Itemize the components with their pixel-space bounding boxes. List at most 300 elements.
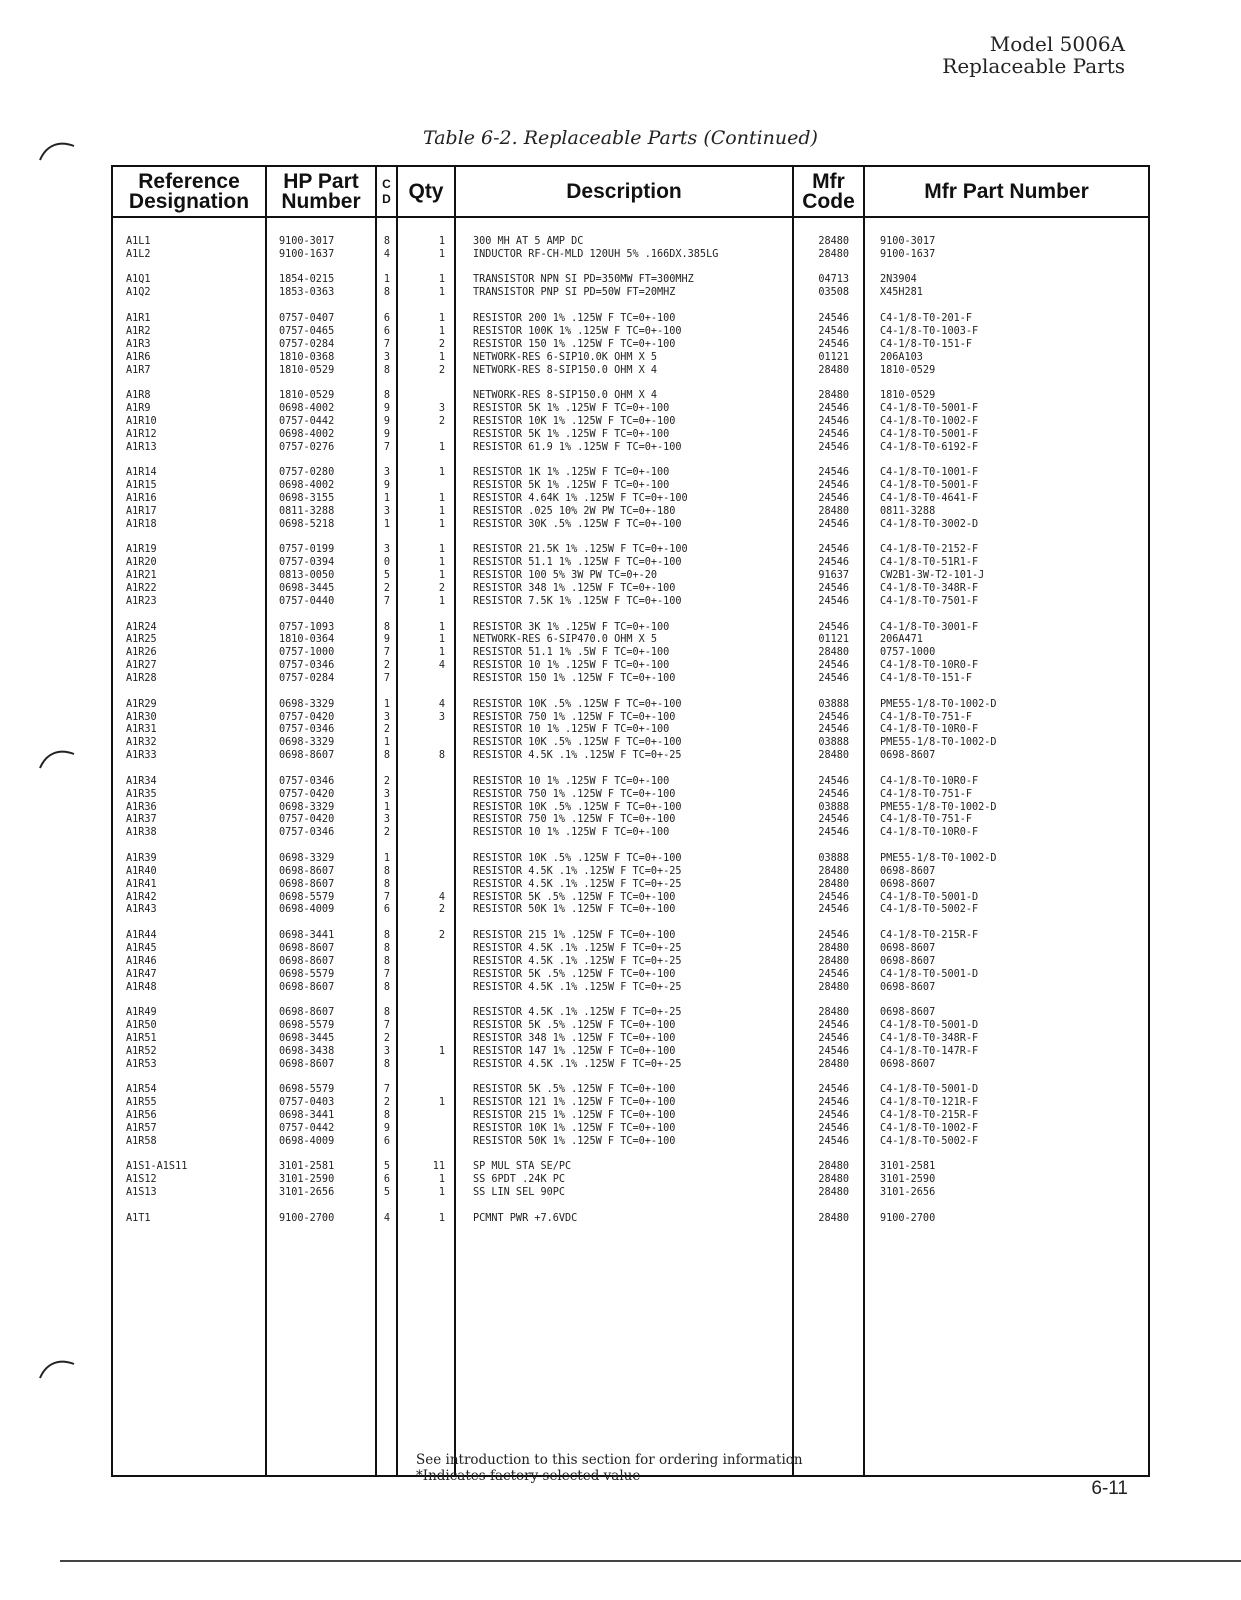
cd-check-digit-cell: 7 <box>383 647 391 659</box>
description-cell: INDUCTOR RF-CH-MLD 120UH 5% .166DX.385LG <box>473 248 719 260</box>
description-cell: RESISTOR 150 1% .125W F TC=0+-100 <box>473 338 676 350</box>
hp-part-number-cell: 0698-4002 <box>279 402 335 414</box>
description-cell: RESISTOR 21.5K 1% .125W F TC=0+-100 <box>473 544 688 556</box>
hp-part-number-cell: 0698-3329 <box>279 737 335 749</box>
reference-designation-cell: A1R55 <box>126 1097 157 1109</box>
cd-check-digit-cell: 3 <box>383 544 391 556</box>
mfr-part-number-cell: C4-1/8-T0-751-F <box>880 788 973 800</box>
reference-designation-cell: A1R42 <box>126 891 157 903</box>
col-header-qty: Qty <box>408 179 444 203</box>
mfr-part-number-cell: C4-1/8-T0-1002-F <box>880 415 979 427</box>
reference-designation-cell: A1R24 <box>126 621 157 633</box>
mfr-code-cell: 28480 <box>818 505 849 517</box>
hp-part-number-cell: 0698-5579 <box>279 891 335 903</box>
cd-check-digit-cell: 7 <box>383 1020 391 1032</box>
reference-designation-cell: A1R49 <box>126 1007 157 1019</box>
reference-designation-cell: A1R57 <box>126 1123 157 1135</box>
reference-designation-cell: A1R28 <box>126 673 157 685</box>
description-cell: RESISTOR 100K 1% .125W F TC=0+-100 <box>473 325 682 337</box>
mfr-part-number-cell: C4-1/8-T0-5002-F <box>880 904 979 916</box>
reference-designation-cell: A1R53 <box>126 1058 157 1070</box>
section-label: Replaceable Parts <box>942 54 1125 78</box>
mfr-code-cell: 24546 <box>818 711 849 723</box>
quantity-cell: 1 <box>438 595 445 607</box>
table-row <box>0 930 1241 943</box>
mfr-part-number-cell: C4-1/8-T0-10R0-F <box>880 660 979 672</box>
reference-designation-cell: A1R31 <box>126 724 157 736</box>
mfr-code-cell: 91637 <box>818 570 849 582</box>
quantity-cell: 1 <box>438 1097 445 1109</box>
hp-part-number-cell: 0757-0280 <box>279 467 335 479</box>
description-cell: RESISTOR 5K 1% .125W F TC=0+-100 <box>473 428 670 440</box>
mfr-code-cell: 24546 <box>818 891 849 903</box>
hp-part-number-cell: 0698-3441 <box>279 1110 335 1122</box>
mfr-code-cell: 24546 <box>818 788 849 800</box>
reference-designation-cell: A1R10 <box>126 415 157 427</box>
hp-part-number-cell: 3101-2590 <box>279 1174 335 1186</box>
mfr-code-cell: 24546 <box>818 583 849 595</box>
mfr-code-cell: 24546 <box>818 480 849 492</box>
table-row <box>0 904 1241 917</box>
mfr-part-number-cell: C4-1/8-T0-4641-F <box>880 493 979 504</box>
table-row <box>0 699 1241 712</box>
table-row <box>0 416 1241 429</box>
cd-check-digit-cell: 3 <box>383 788 391 800</box>
table-row <box>0 956 1241 969</box>
mfr-code-cell: 24546 <box>818 338 849 350</box>
cd-check-digit-cell: 1 <box>383 852 391 864</box>
table-row <box>0 390 1241 403</box>
part-group <box>0 853 1241 917</box>
hp-part-number-cell: 1810-0529 <box>279 364 335 376</box>
quantity-cell: 1 <box>438 441 445 453</box>
description-cell: TRANSISTOR PNP SI PD=50W FT=20MHZ <box>473 287 676 299</box>
table-row <box>0 365 1241 378</box>
description-cell: RESISTOR 10 1% .125W F TC=0+-100 <box>473 660 670 672</box>
quantity-cell: 1 <box>438 325 445 337</box>
cd-check-digit-cell: 2 <box>383 1032 391 1044</box>
part-group <box>0 313 1241 377</box>
table-row <box>0 480 1241 493</box>
part-group <box>0 930 1241 994</box>
mfr-part-number-cell: C4-1/8-T0-1001-F <box>880 467 979 479</box>
cd-check-digit-cell: 8 <box>383 878 391 890</box>
quantity-cell: 1 <box>438 1212 445 1224</box>
hp-part-number-cell: 0698-3329 <box>279 698 335 710</box>
cd-check-digit-cell: 3 <box>383 814 391 826</box>
hp-part-number-cell: 0757-0403 <box>279 1097 335 1109</box>
reference-designation-cell: A1T1 <box>126 1212 151 1224</box>
hp-part-number-cell: 0757-0442 <box>279 1123 335 1135</box>
mfr-part-number-cell: C4-1/8-T0-5002-F <box>880 1135 979 1147</box>
hp-part-number-cell: 0698-5218 <box>279 518 335 530</box>
mfr-part-number-cell: 9100-1637 <box>880 248 936 260</box>
quantity-cell: 2 <box>438 338 445 350</box>
reference-designation-cell: A1R35 <box>126 788 157 800</box>
table-row <box>0 339 1241 352</box>
mfr-code-cell: 24546 <box>818 1097 849 1109</box>
table-row <box>0 274 1241 287</box>
mfr-part-number-cell: 1810-0529 <box>880 364 936 376</box>
hp-part-number-cell: 0757-0440 <box>279 595 335 607</box>
table-row <box>0 287 1241 300</box>
description-cell: RESISTOR 10K .5% .125W F TC=0+-100 <box>473 801 682 813</box>
mfr-code-cell: 28480 <box>818 364 849 376</box>
hp-part-number-cell: 0698-5579 <box>279 1020 335 1032</box>
col-header-hp-part: HP Part Number <box>281 169 361 213</box>
table-row <box>0 249 1241 262</box>
table-row <box>0 313 1241 326</box>
description-cell: RESISTOR 10K .5% .125W F TC=0+-100 <box>473 852 682 864</box>
part-group <box>0 1084 1241 1148</box>
table-row <box>0 442 1241 455</box>
mfr-code-cell: 24546 <box>818 621 849 633</box>
mfr-part-number-cell: C4-1/8-T0-1002-F <box>880 1123 979 1135</box>
cd-check-digit-cell: 3 <box>383 505 391 517</box>
hp-part-number-cell: 1810-0529 <box>279 390 335 402</box>
cd-check-digit-cell: 8 <box>383 390 391 402</box>
reference-designation-cell: A1R7 <box>126 364 151 376</box>
mfr-part-number-cell: C4-1/8-T0-751-F <box>880 814 973 826</box>
cd-check-digit-cell: 8 <box>383 930 391 942</box>
mfr-part-number-cell: C4-1/8-T0-348R-F <box>880 1032 979 1044</box>
quantity-cell: 3 <box>438 402 445 414</box>
reference-designation-cell: A1R20 <box>126 557 157 569</box>
description-cell: RESISTOR 100 5% 3W PW TC=0+-20 <box>473 570 658 582</box>
mfr-part-number-cell: C4-1/8-T0-215R-F <box>880 930 979 942</box>
cd-check-digit-cell: 1 <box>383 274 391 286</box>
description-cell: RESISTOR 4.5K .1% .125W F TC=0+-25 <box>473 878 682 890</box>
hp-part-number-cell: 0757-0407 <box>279 312 335 324</box>
table-row <box>0 943 1241 956</box>
hp-part-number-cell: 0698-4002 <box>279 480 335 492</box>
hp-part-number-cell: 0698-8607 <box>279 1007 335 1019</box>
reference-designation-cell: A1S12 <box>126 1174 157 1186</box>
mfr-code-cell: 24546 <box>818 1110 849 1122</box>
quantity-cell: 4 <box>438 698 445 710</box>
table-row <box>0 236 1241 249</box>
reference-designation-cell: A1R38 <box>126 827 157 839</box>
description-cell: RESISTOR 10 1% .125W F TC=0+-100 <box>473 827 670 839</box>
cd-check-digit-cell: 3 <box>383 351 391 363</box>
reference-designation-cell: A1R45 <box>126 942 157 954</box>
mfr-part-number-cell: PME55-1/8-T0-1002-D <box>880 801 997 813</box>
table-row <box>0 660 1241 673</box>
cd-check-digit-cell: 9 <box>383 428 391 440</box>
description-cell: RESISTOR 30K .5% .125W F TC=0+-100 <box>473 518 682 530</box>
mfr-part-number-cell: PME55-1/8-T0-1002-D <box>880 852 997 864</box>
description-cell: NETWORK-RES 6-SIP10.0K OHM X 5 <box>473 351 658 363</box>
hp-part-number-cell: 1810-0368 <box>279 351 335 363</box>
part-group <box>0 776 1241 840</box>
cd-check-digit-cell: 3 <box>383 711 391 723</box>
mfr-part-number-cell: 3101-2581 <box>880 1161 936 1173</box>
mfr-part-number-cell: C4-1/8-T0-5001-F <box>880 402 979 414</box>
mfr-code-cell: 28480 <box>818 1212 849 1224</box>
cd-check-digit-cell: 0 <box>383 557 391 569</box>
table-row <box>0 1123 1241 1136</box>
mfr-code-cell: 24546 <box>818 814 849 826</box>
mfr-part-number-cell: C4-1/8-T0-2152-F <box>880 544 979 556</box>
description-cell: SP MUL STA SE/PC <box>473 1161 572 1173</box>
description-cell: SS LIN SEL 90PC <box>473 1187 566 1199</box>
description-cell: 300 MH AT 5 AMP DC <box>473 236 584 247</box>
cd-check-digit-cell: 1 <box>383 801 391 813</box>
quantity-cell: 2 <box>438 415 445 427</box>
reference-designation-cell: A1R58 <box>126 1135 157 1147</box>
description-cell: NETWORK-RES 6-SIP470.0 OHM X 5 <box>473 634 658 646</box>
mfr-part-number-cell: 1810-0529 <box>880 390 936 402</box>
col-header-description: Description <box>566 179 682 203</box>
table-row <box>0 1033 1241 1046</box>
mfr-code-cell: 24546 <box>818 827 849 839</box>
mfr-part-number-cell: 206A471 <box>880 634 923 646</box>
description-cell: PCMNT PWR +7.6VDC <box>473 1212 578 1224</box>
description-cell: TRANSISTOR NPN SI PD=350MW FT=300MHZ <box>473 274 694 286</box>
cd-check-digit-cell: 6 <box>383 1174 391 1186</box>
reference-designation-cell: A1R14 <box>126 467 157 479</box>
table-row <box>0 1020 1241 1033</box>
mfr-part-number-cell: 206A103 <box>880 351 923 363</box>
mfr-part-number-cell: 3101-2590 <box>880 1174 936 1186</box>
table-row <box>0 802 1241 815</box>
mfr-part-number-cell: 0757-1000 <box>880 647 936 659</box>
quantity-cell: 1 <box>438 351 445 363</box>
quantity-cell: 1 <box>438 236 445 247</box>
reference-designation-cell: A1R50 <box>126 1020 157 1032</box>
description-cell: RESISTOR 10K 1% .125W F TC=0+-100 <box>473 415 676 427</box>
mfr-code-cell: 24546 <box>818 724 849 736</box>
quantity-cell: 11 <box>432 1161 445 1173</box>
description-cell: RESISTOR 4.5K .1% .125W F TC=0+-25 <box>473 942 682 954</box>
description-cell: RESISTOR 4.5K .1% .125W F TC=0+-25 <box>473 750 682 762</box>
reference-designation-cell: A1R13 <box>126 441 157 453</box>
mfr-code-cell: 28480 <box>818 248 849 260</box>
hp-part-number-cell: 0698-3155 <box>279 493 335 504</box>
mfr-part-number-cell: C4-1/8-T0-348R-F <box>880 583 979 595</box>
mfr-code-cell: 28480 <box>818 647 849 659</box>
mfr-code-cell: 24546 <box>818 775 849 787</box>
binder-hole-mark-bottom <box>38 1350 78 1380</box>
mfr-code-cell: 28480 <box>818 1161 849 1173</box>
table-row <box>0 1161 1241 1174</box>
mfr-part-number-cell: C4-1/8-T0-7501-F <box>880 595 979 607</box>
hp-part-number-cell: 0698-3445 <box>279 1032 335 1044</box>
description-cell: NETWORK-RES 8-SIP150.0 OHM X 4 <box>473 390 658 402</box>
table-row <box>0 596 1241 609</box>
cd-check-digit-cell: 1 <box>383 698 391 710</box>
description-cell: RESISTOR 4.5K .1% .125W F TC=0+-25 <box>473 981 682 993</box>
hp-part-number-cell: 0698-8607 <box>279 981 335 993</box>
model-label: Model 5006A <box>989 32 1125 56</box>
mfr-code-cell: 24546 <box>818 518 849 530</box>
cd-check-digit-cell: 7 <box>383 968 391 980</box>
description-cell: RESISTOR 3K 1% .125W F TC=0+-100 <box>473 621 670 633</box>
cd-check-digit-cell: 5 <box>383 1187 391 1199</box>
hp-part-number-cell: 0757-0199 <box>279 544 335 556</box>
cd-check-digit-cell: 3 <box>383 1045 391 1057</box>
mfr-code-cell: 24546 <box>818 904 849 916</box>
mfr-code-cell: 24546 <box>818 1020 849 1032</box>
hp-part-number-cell: 0757-0284 <box>279 673 335 685</box>
mfr-part-number-cell: X45H281 <box>880 287 923 299</box>
description-cell: NETWORK-RES 8-SIP150.0 OHM X 4 <box>473 364 658 376</box>
mfr-code-cell: 28480 <box>818 750 849 762</box>
hp-part-number-cell: 0698-4002 <box>279 428 335 440</box>
description-cell: RESISTOR 1K 1% .125W F TC=0+-100 <box>473 467 670 479</box>
description-cell: RESISTOR 4.64K 1% .125W F TC=0+-100 <box>473 493 688 504</box>
mfr-part-number-cell: 0698-8607 <box>880 750 936 762</box>
table-row <box>0 1110 1241 1123</box>
hp-part-number-cell: 0698-8607 <box>279 750 335 762</box>
hp-part-number-cell: 0698-3438 <box>279 1045 335 1057</box>
table-row <box>0 1187 1241 1200</box>
mfr-part-number-cell: C4-1/8-T0-5001-D <box>880 1084 979 1096</box>
mfr-part-number-cell: C4-1/8-T0-147R-F <box>880 1045 979 1057</box>
cd-check-digit-cell: 8 <box>383 865 391 877</box>
part-group <box>0 1007 1241 1071</box>
mfr-code-cell: 03888 <box>818 698 849 710</box>
description-cell: RESISTOR 51.1 1% .125W F TC=0+-100 <box>473 557 682 569</box>
cd-check-digit-cell: 7 <box>383 441 391 453</box>
cd-check-digit-cell: 9 <box>383 1123 391 1135</box>
table-row <box>0 776 1241 789</box>
reference-designation-cell: A1R39 <box>126 852 157 864</box>
quantity-cell: 1 <box>438 518 445 530</box>
mfr-part-number-cell: 3101-2656 <box>880 1187 936 1199</box>
mfr-code-cell: 24546 <box>818 312 849 324</box>
cd-check-digit-cell: 1 <box>383 493 391 504</box>
hp-part-number-cell: 0698-8607 <box>279 878 335 890</box>
description-cell: RESISTOR 4.5K .1% .125W F TC=0+-25 <box>473 1007 682 1019</box>
table-row <box>0 583 1241 596</box>
quantity-cell: 3 <box>438 711 445 723</box>
description-cell: RESISTOR 10 1% .125W F TC=0+-100 <box>473 775 670 787</box>
part-group <box>0 622 1241 686</box>
description-cell: RESISTOR 10K 1% .125W F TC=0+-100 <box>473 1123 676 1135</box>
hp-part-number-cell: 0698-8607 <box>279 942 335 954</box>
mfr-code-cell: 28480 <box>818 1187 849 1199</box>
mfr-code-cell: 01121 <box>818 351 849 363</box>
quantity-cell: 1 <box>438 570 445 582</box>
mfr-part-number-cell: C4-1/8-T0-5001-D <box>880 968 979 980</box>
description-cell: RESISTOR 10K .5% .125W F TC=0+-100 <box>473 737 682 749</box>
reference-designation-cell: A1R18 <box>126 518 157 530</box>
hp-part-number-cell: 0757-0420 <box>279 788 335 800</box>
mfr-code-cell: 28480 <box>818 865 849 877</box>
hp-part-number-cell: 0698-3329 <box>279 801 335 813</box>
page-header <box>942 33 1125 77</box>
table-row <box>0 622 1241 635</box>
cd-check-digit-cell: 1 <box>383 737 391 749</box>
description-cell: RESISTOR 121 1% .125W F TC=0+-100 <box>473 1097 676 1109</box>
table-row <box>0 647 1241 660</box>
mfr-part-number-cell: C4-1/8-T0-1003-F <box>880 325 979 337</box>
mfr-code-cell: 24546 <box>818 441 849 453</box>
table-row <box>0 712 1241 725</box>
table-row <box>0 1174 1241 1187</box>
table-row <box>0 853 1241 866</box>
mfr-code-cell: 24546 <box>818 325 849 337</box>
description-cell: SS 6PDT .24K PC <box>473 1174 566 1186</box>
description-cell: RESISTOR 10 1% .125W F TC=0+-100 <box>473 724 670 736</box>
table-row <box>0 493 1241 506</box>
table-row <box>0 403 1241 416</box>
hp-part-number-cell: 0698-4009 <box>279 1135 335 1147</box>
description-cell: RESISTOR 50K 1% .125W F TC=0+-100 <box>473 1135 676 1147</box>
mfr-part-number-cell: C4-1/8-T0-3001-F <box>880 621 979 633</box>
mfr-part-number-cell: 0698-8607 <box>880 955 936 967</box>
table-row <box>0 827 1241 840</box>
hp-part-number-cell: 0698-3441 <box>279 930 335 942</box>
mfr-part-number-cell: 9100-3017 <box>880 236 936 247</box>
reference-designation-cell: A1R25 <box>126 634 157 646</box>
mfr-code-cell: 04713 <box>818 274 849 286</box>
header-divider <box>111 216 1150 218</box>
mfr-part-number-cell: 0698-8607 <box>880 865 936 877</box>
mfr-code-cell: 24546 <box>818 1045 849 1057</box>
reference-designation-cell: A1R27 <box>126 660 157 672</box>
mfr-part-number-cell: C4-1/8-T0-121R-F <box>880 1097 979 1109</box>
table-row <box>0 737 1241 750</box>
reference-designation-cell: A1R6 <box>126 351 151 363</box>
quantity-cell: 1 <box>438 647 445 659</box>
factory-selected-note: *Indicates factory selected value <box>416 1468 641 1484</box>
hp-part-number-cell: 0811-3288 <box>279 505 335 517</box>
cd-check-digit-cell: 9 <box>383 415 391 427</box>
mfr-part-number-cell: 0698-8607 <box>880 942 936 954</box>
cd-check-digit-cell: 8 <box>383 621 391 633</box>
quantity-cell: 1 <box>438 467 445 479</box>
cd-check-digit-cell: 9 <box>383 480 391 492</box>
hp-part-number-cell: 0698-3445 <box>279 583 335 595</box>
hp-part-number-cell: 1854-0215 <box>279 274 335 286</box>
mfr-part-number-cell: 2N3904 <box>880 274 917 286</box>
hp-part-number-cell: 0757-0420 <box>279 814 335 826</box>
mfr-code-cell: 24546 <box>818 428 849 440</box>
quantity-cell: 2 <box>438 364 445 376</box>
mfr-code-cell: 03508 <box>818 287 849 299</box>
table-row <box>0 1213 1241 1226</box>
mfr-part-number-cell: C4-1/8-T0-201-F <box>880 312 973 324</box>
mfr-code-cell: 24546 <box>818 1135 849 1147</box>
reference-designation-cell: A1R47 <box>126 968 157 980</box>
description-cell: RESISTOR 5K 1% .125W F TC=0+-100 <box>473 402 670 414</box>
binder-hole-mark-top <box>38 132 78 162</box>
mfr-part-number-cell: C4-1/8-T0-751-F <box>880 711 973 723</box>
description-cell: RESISTOR .025 10% 2W PW TC=0+-180 <box>473 505 676 517</box>
hp-part-number-cell: 0698-8607 <box>279 955 335 967</box>
mfr-part-number-cell: PME55-1/8-T0-1002-D <box>880 737 997 749</box>
mfr-code-cell: 24546 <box>818 1032 849 1044</box>
hp-part-number-cell: 0757-1000 <box>279 647 335 659</box>
part-group <box>0 236 1241 262</box>
table-row <box>0 673 1241 686</box>
mfr-part-number-cell: 0811-3288 <box>880 505 936 517</box>
hp-part-number-cell: 3101-2656 <box>279 1187 335 1199</box>
reference-designation-cell: A1R32 <box>126 737 157 749</box>
description-cell: RESISTOR 150 1% .125W F TC=0+-100 <box>473 673 676 685</box>
reference-designation-cell: A1R1 <box>126 312 151 324</box>
quantity-cell: 1 <box>438 1174 445 1186</box>
description-cell: RESISTOR 4.5K .1% .125W F TC=0+-25 <box>473 865 682 877</box>
reference-designation-cell: A1R48 <box>126 981 157 993</box>
cd-check-digit-cell: 5 <box>383 570 391 582</box>
cd-check-digit-cell: 8 <box>383 1058 391 1070</box>
hp-part-number-cell: 0757-0420 <box>279 711 335 723</box>
cd-check-digit-cell: 7 <box>383 595 391 607</box>
mfr-part-number-cell: 0698-8607 <box>880 1058 936 1070</box>
